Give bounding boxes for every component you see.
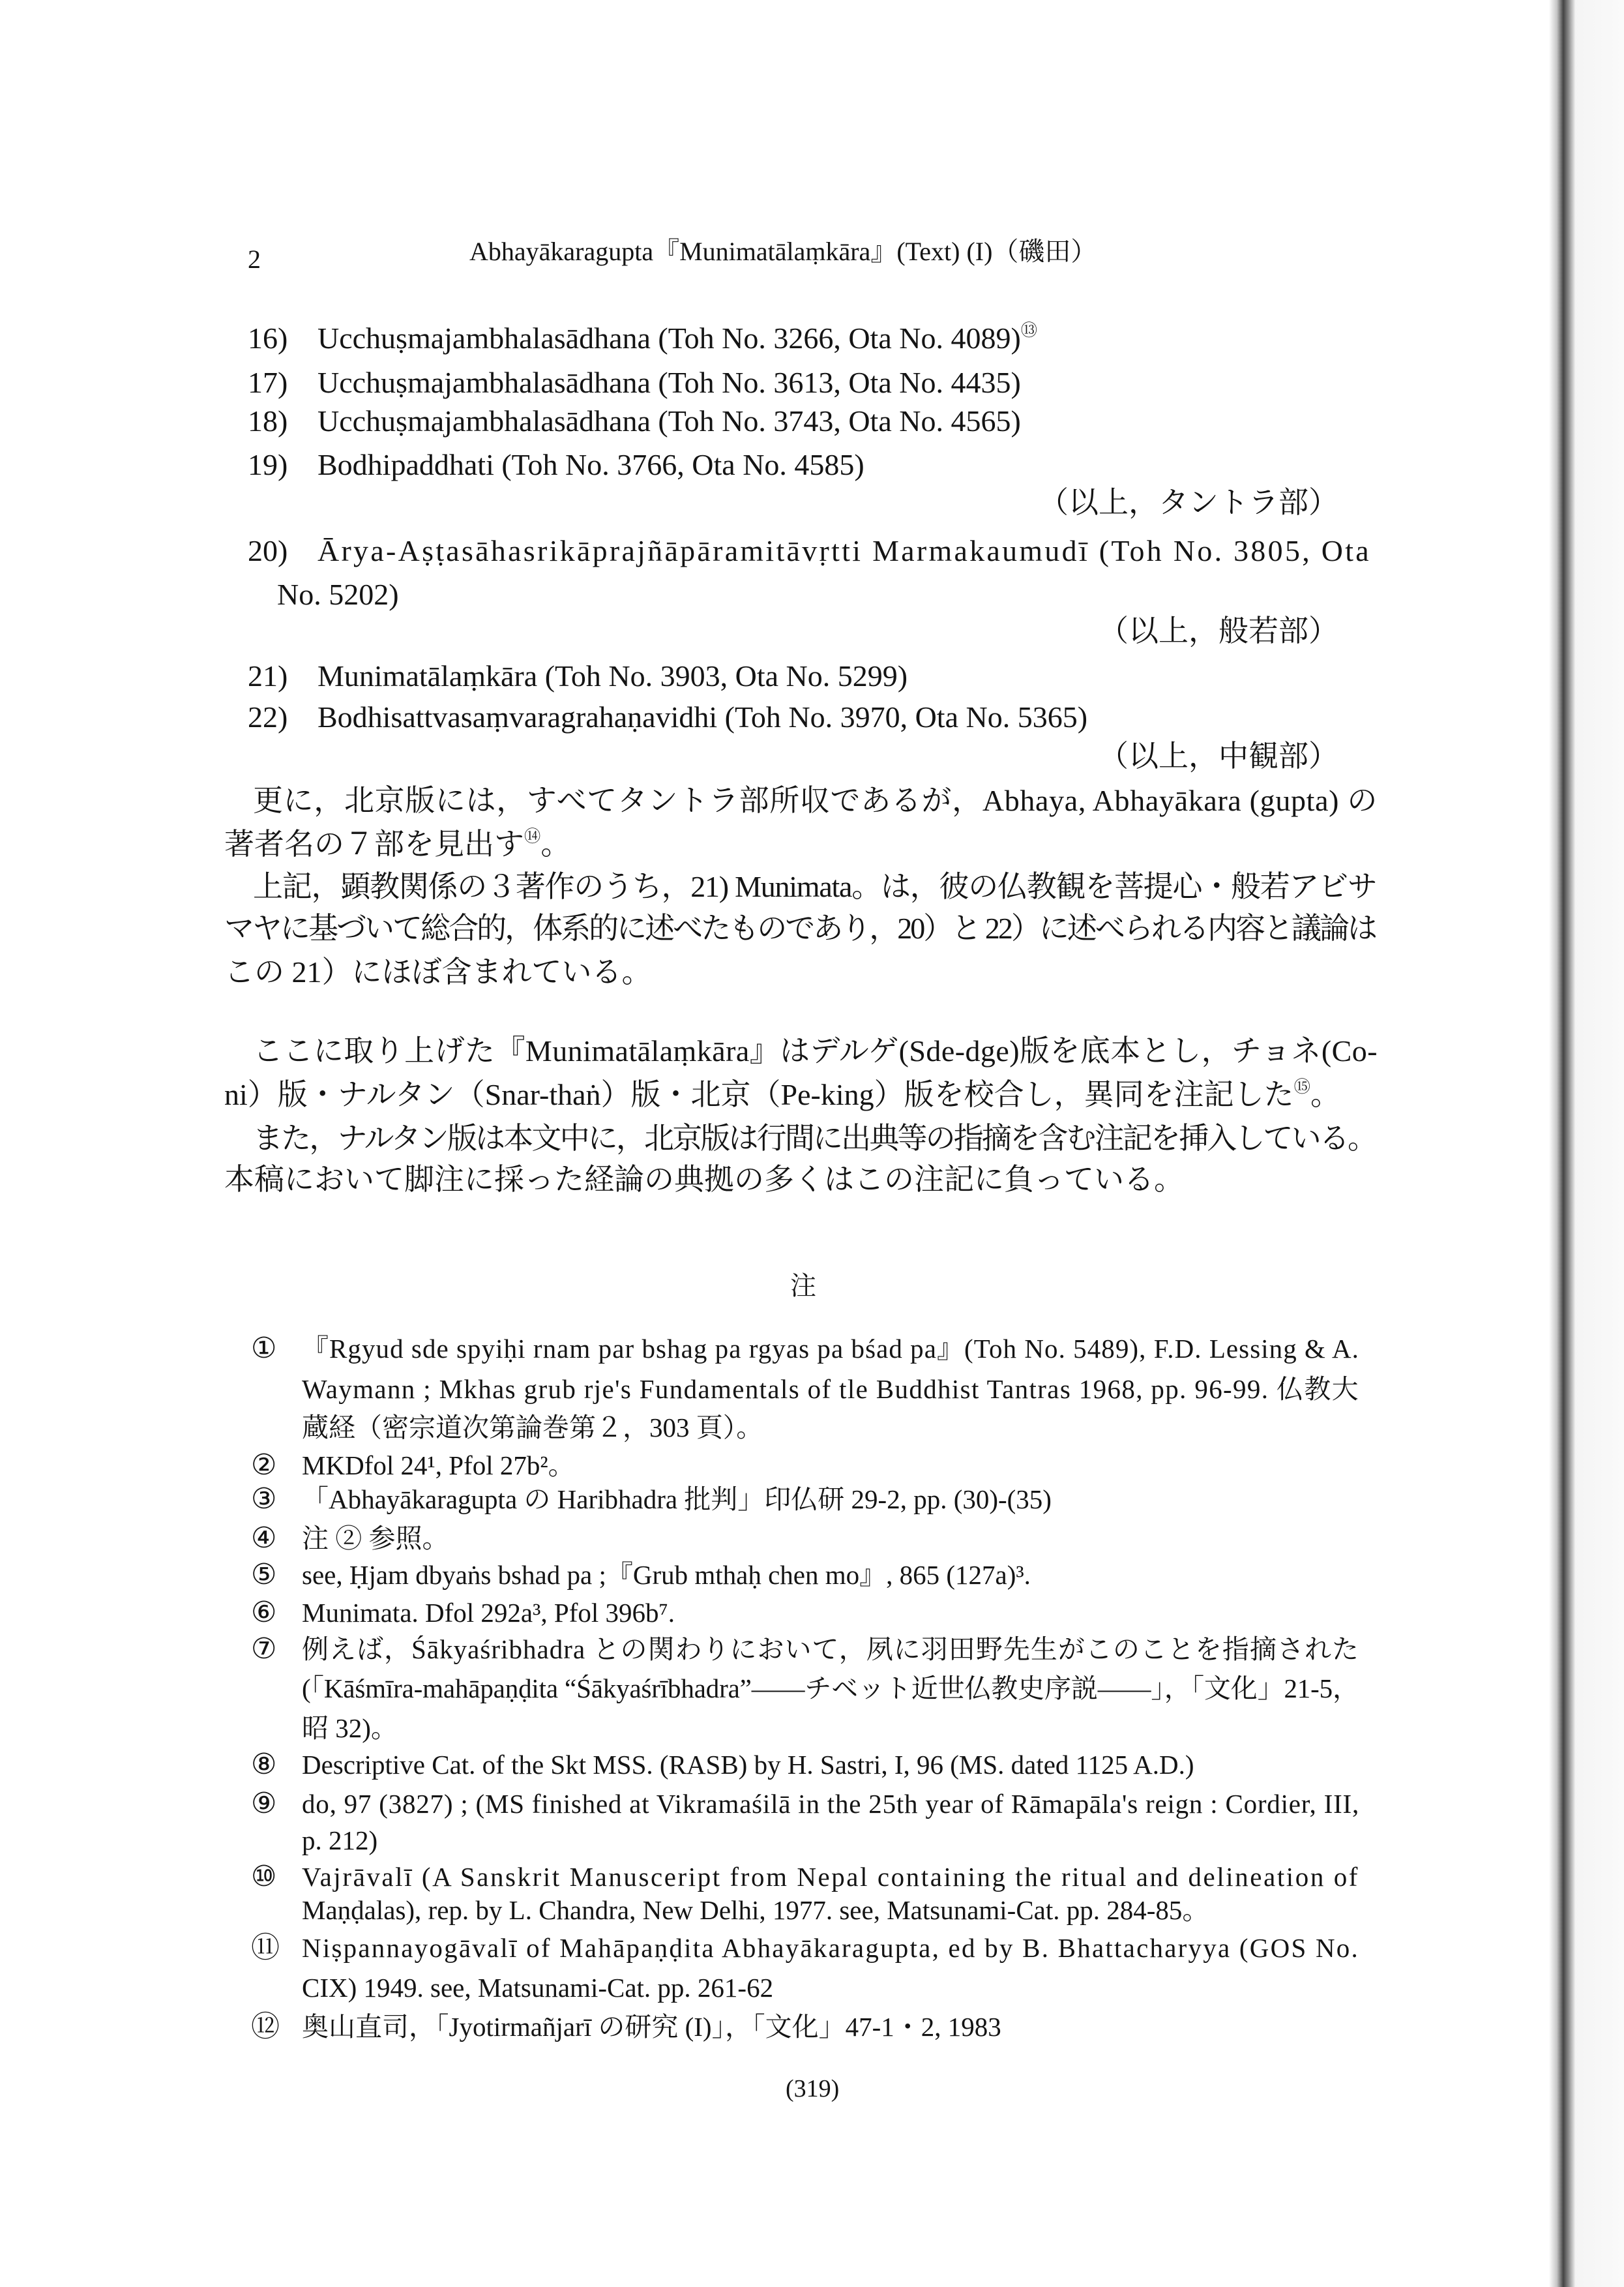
list-item: Ucchuṣmajambhalasādhana (Toh No. 3743, Ota No. 4565) bbox=[317, 404, 1021, 438]
item-number: 19) bbox=[248, 448, 288, 481]
footnote-ref[interactable]: ⑬ bbox=[1020, 321, 1038, 340]
note-line: 昭 32)。 bbox=[302, 1713, 398, 1743]
paragraph-line: 更に，北京版には，すべてタントラ部所収であるが，Abhaya, Abhayākara (gupta) の bbox=[253, 784, 1378, 817]
note-line: see, Ḥjam dbyaṅs bshad pa ;『Grub mthaḥ chen mo』, 865 (127a)³. bbox=[302, 1560, 1031, 1590]
scan-edge-shadow bbox=[1549, 0, 1575, 2287]
item-text: Ucchuṣmajambhalasādhana (Toh No. 3266, Ota No. 4089) bbox=[317, 321, 1021, 355]
note-line: Niṣpannayogāvalī of Mahāpaṇḍita Abhayākaragupta, ed by B. Bhattacharyya (GOS No. bbox=[302, 1933, 1359, 1963]
scan-margin bbox=[1572, 0, 1624, 2287]
note-line: do, 97 (3827) ; (MS finished at Vikramaśilā in the 25th year of Rāmapāla's reign : Cordier, III, bbox=[302, 1789, 1359, 1819]
section-label-prajna: （以上，般若部） bbox=[1099, 614, 1338, 648]
paragraph-line: マヤに基づいて総合的，体系的に述べたものであり，20）と 22）に述べられる内容と議論は bbox=[224, 912, 1376, 945]
note-line: CIX) 1949. see, Matsunami-Cat. pp. 261-62 bbox=[302, 1973, 774, 2003]
note-line: 蔵経（密宗道次第論巻第２，303 頁）。 bbox=[302, 1413, 763, 1442]
note-number: ⑧ bbox=[251, 1748, 277, 1780]
list-item: Munimatālaṃkāra (Toh No. 3903, Ota No. 5299) bbox=[317, 659, 908, 693]
notes-heading: 注 bbox=[790, 1271, 816, 1300]
note-number: ⑦ bbox=[251, 1633, 277, 1665]
paragraph-line: 上記，顕教関係の３著作のうち，21) Munimata。は，彼の仏教観を菩提心・般若アビサ bbox=[253, 870, 1377, 903]
note-line: Munimata. Dfol 292a³, Pfol 396b⁷. bbox=[302, 1598, 675, 1628]
paragraph-text: 。 bbox=[540, 828, 571, 861]
note-line: Maṇḍalas), rep. by L. Chandra, New Delhi, 1977. see, Matsunami-Cat. pp. 284-85。 bbox=[302, 1895, 1209, 1925]
paragraph-text: ni）版・ナルタン（Snar-thaṅ）版・北京（Pe-king）版を校合し，異同を注記した bbox=[224, 1078, 1294, 1111]
note-line: Descriptive Cat. of the Skt MSS. (RASB) by H. Sastri, I, 96 (MS. dated 1125 A.D.) bbox=[302, 1750, 1194, 1780]
note-number: ⑤ bbox=[251, 1559, 277, 1591]
note-line: p. 212) bbox=[302, 1825, 378, 1855]
footnote-ref[interactable]: ⑮ bbox=[1293, 1078, 1310, 1097]
running-title: Abhayākaragupta『Munimatālaṃkāra』(Text) (I)（磯田） bbox=[469, 237, 1097, 266]
section-label-tantra: （以上，タントラ部） bbox=[1039, 486, 1338, 519]
list-item: Bodhisattvasaṃvaragrahaṇavidhi (Toh No. 3970, Ota No. 5365) bbox=[317, 700, 1088, 734]
paragraph-line: この 21）にほぼ含まれている。 bbox=[224, 955, 652, 989]
paragraph-line: また，ナルタン版は本文中に，北京版は行間に出典等の指摘を含む注記を挿入している。 bbox=[253, 1122, 1376, 1155]
note-line: 注 ② 参照。 bbox=[302, 1523, 449, 1553]
footnote-ref[interactable]: ⑭ bbox=[524, 828, 541, 846]
note-number: ④ bbox=[251, 1522, 277, 1554]
note-number: ② bbox=[251, 1449, 277, 1481]
item-number: 21) bbox=[248, 659, 288, 693]
paragraph-line: ここに取り上げた『Munimatālaṃkāra』はデルゲ(Sde-dge)版を底本とし，チョネ(Co- bbox=[253, 1034, 1378, 1068]
paragraph-text: 著者名の７部を見出す bbox=[224, 828, 524, 861]
item-number: 18) bbox=[248, 404, 288, 438]
note-number: ⑨ bbox=[251, 1787, 277, 1819]
page-number: 2 bbox=[248, 245, 261, 274]
list-item-continuation: No. 5202) bbox=[277, 578, 399, 611]
list-item: Ucchuṣmajambhalasādhana (Toh No. 3613, Ota No. 4435) bbox=[317, 366, 1021, 399]
item-number: 22) bbox=[248, 700, 288, 734]
note-number: ⑪ bbox=[251, 1932, 280, 1964]
note-line: Waymann ; Mkhas grub rje's Fundamentals of tle Buddhist Tantras 1968, pp. 96-99. 仏教大 bbox=[302, 1374, 1359, 1404]
item-number: 16) bbox=[248, 321, 288, 355]
list-item bbox=[317, 323, 1037, 353]
note-line: 『Rgyud sde spyiḥi rnam par bshag pa rgyas pa bśad pa』(Toh No. 5489), F.D. Lessing & A. bbox=[302, 1334, 1359, 1364]
paragraph-line: 本稿において脚注に採った経論の典拠の多くはこの注記に負っている。 bbox=[224, 1163, 1184, 1196]
list-item: Ārya-Aṣṭasāhasrikāprajñāpāramitāvṛtti Marmakaumudī (Toh No. 3805, Ota bbox=[317, 534, 1371, 567]
note-number: ③ bbox=[251, 1483, 277, 1515]
paragraph-line bbox=[224, 1080, 1340, 1110]
note-line: 奥山直司，「Jyotirmañjarī の研究 (I)」，「文化」47-1・2, 1983 bbox=[302, 2012, 1001, 2042]
note-line: Vajrāvalī (A Sanskrit Manusceript from Nepal containing the ritual and delineation of bbox=[302, 1862, 1359, 1892]
note-number: ⑥ bbox=[251, 1596, 277, 1628]
note-number: ⑩ bbox=[251, 1861, 277, 1892]
note-line: 「Abhayākaragupta の Haribhadra 批判」印仏研 29-2, pp. (30)-(35) bbox=[302, 1484, 1052, 1514]
folio-number: (319) bbox=[786, 2075, 840, 2102]
paragraph-text: 。 bbox=[1310, 1078, 1340, 1111]
note-number: ① bbox=[251, 1332, 277, 1364]
note-line: 例えば，Śākyaśribhadra との関わりにおいて，夙に羽田野先生がこのことを指摘された bbox=[302, 1634, 1359, 1664]
item-number: 17) bbox=[248, 366, 288, 399]
list-item: Bodhipaddhati (Toh No. 3766, Ota No. 4585) bbox=[317, 448, 864, 481]
item-number: 20) bbox=[248, 534, 288, 567]
note-number: ⑫ bbox=[251, 2010, 280, 2042]
note-line: (「Kāśmīra-mahāpaṇḍita “Śākyaśrībhadra”――チベット近世仏教史序説――」，「文化」21-5， bbox=[302, 1673, 1359, 1703]
note-line: MKDfol 24¹, Pfol 27b²。 bbox=[302, 1450, 575, 1480]
paragraph-line bbox=[224, 830, 570, 859]
section-label-madhyamaka: （以上，中観部） bbox=[1099, 740, 1338, 773]
